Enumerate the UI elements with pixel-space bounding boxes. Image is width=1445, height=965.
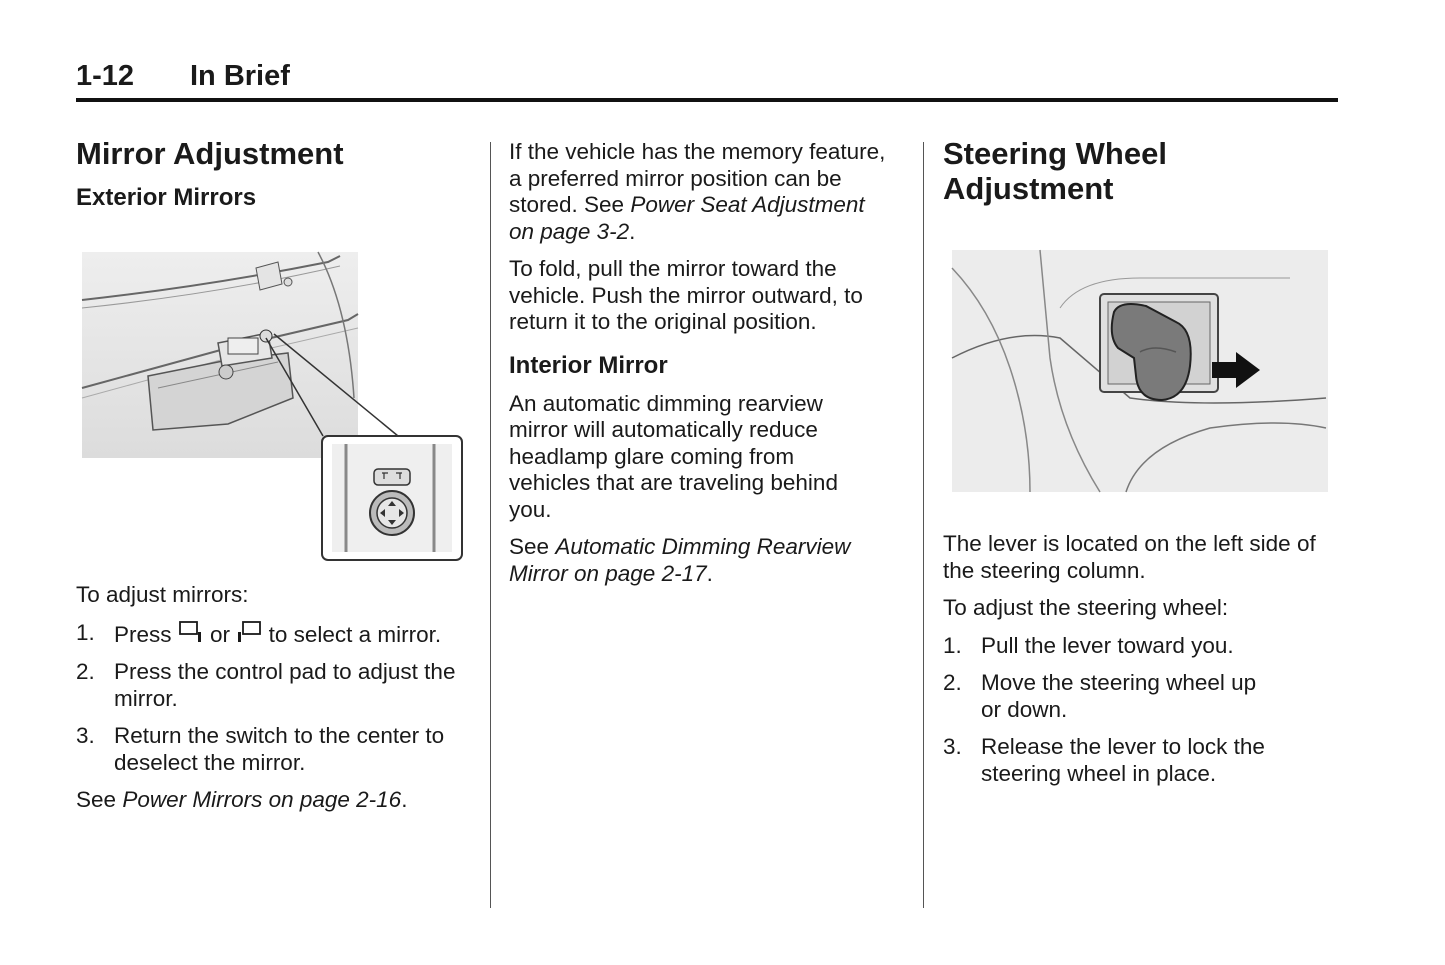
section-title: In Brief	[190, 60, 290, 92]
right-column-body	[943, 531, 1338, 798]
list-item	[76, 659, 481, 712]
left-column	[76, 136, 476, 212]
see-prefix: See	[76, 787, 117, 812]
step-text-select: to select a mirror.	[268, 621, 442, 647]
step-number: 1.	[943, 632, 962, 658]
list-item	[943, 734, 1338, 787]
right-column	[943, 136, 1338, 206]
door-mirror-switch-illustration	[78, 248, 468, 564]
column-divider	[490, 142, 491, 908]
step-number: 1.	[76, 619, 95, 645]
step-text-or: or	[210, 621, 231, 647]
step-text: Press the control pad to adjust the mirror.	[114, 659, 456, 711]
auto-dimming-mirror-link: Automatic Dimming Rearview Mirror on page 2-17	[509, 534, 851, 586]
fold-mirror-paragraph: To fold, pull the mirror toward the vehicle. Push the mirror outward, to return it to the original position.	[509, 256, 863, 334]
power-mirrors-reference	[76, 787, 481, 814]
steering-wheel-heading	[943, 136, 1338, 206]
see-suffix: .	[706, 560, 713, 586]
exterior-mirrors-heading: Exterior Mirrors	[76, 184, 257, 211]
memory-feature-paragraph	[509, 139, 894, 245]
column-divider	[923, 142, 924, 908]
step-text: Pull the lever toward you.	[981, 632, 1234, 658]
memory-feature-suffix: .	[629, 218, 636, 244]
adjust-steering-intro: To adjust the steering wheel:	[943, 595, 1229, 620]
step-number: 2.	[943, 670, 962, 695]
lever-location-paragraph: The lever is located on the left side of the steering column.	[943, 531, 1316, 583]
middle-column	[509, 139, 894, 598]
right-mirror-select-icon	[236, 620, 262, 644]
left-column-body	[76, 582, 481, 825]
mirror-adjustment-heading: Mirror Adjustment	[76, 136, 344, 171]
auto-dimming-paragraph: An automatic dimming rearview mirror will automatically reduce headlamp glare coming from vehicles that are traveling behind you.	[509, 390, 838, 522]
step-text-press: Press	[114, 621, 172, 647]
adjust-mirrors-intro: To adjust mirrors:	[76, 582, 249, 607]
power-mirrors-link: Power Mirrors on page 2-16	[122, 787, 402, 812]
mirror-steps-list	[76, 620, 481, 777]
heading-line: Adjustment	[943, 171, 1114, 206]
step-text: Move the steering wheel up or down.	[981, 670, 1257, 722]
auto-dimming-reference	[509, 534, 894, 587]
page-number: 1-12	[76, 60, 135, 92]
left-mirror-select-icon	[178, 620, 204, 644]
list-item	[943, 633, 1338, 660]
page-header	[76, 58, 1338, 102]
list-item	[76, 723, 481, 776]
power-seat-adjustment-link: Power Seat Adjustment on page 3-2	[509, 192, 865, 244]
interior-mirror-heading: Interior Mirror	[509, 351, 668, 379]
list-item	[76, 620, 481, 649]
steering-column-lever-illustration	[950, 248, 1330, 494]
list-item	[943, 670, 1281, 723]
steering-steps-list	[943, 633, 1338, 788]
step-text: Release the lever to lock the steering wheel in place.	[981, 734, 1265, 786]
step-text: Return the switch to the center to deselect the mirror.	[114, 723, 445, 775]
memory-feature-text: If the vehicle has the memory feature, a preferred mirror position can be stored. See	[509, 139, 886, 217]
step-number: 3.	[943, 734, 962, 759]
heading-line: Steering Wheel	[943, 136, 1167, 171]
see-suffix: .	[401, 787, 408, 812]
step-number: 3.	[76, 723, 95, 748]
see-prefix: See	[509, 534, 550, 559]
step-number: 2.	[76, 659, 95, 684]
